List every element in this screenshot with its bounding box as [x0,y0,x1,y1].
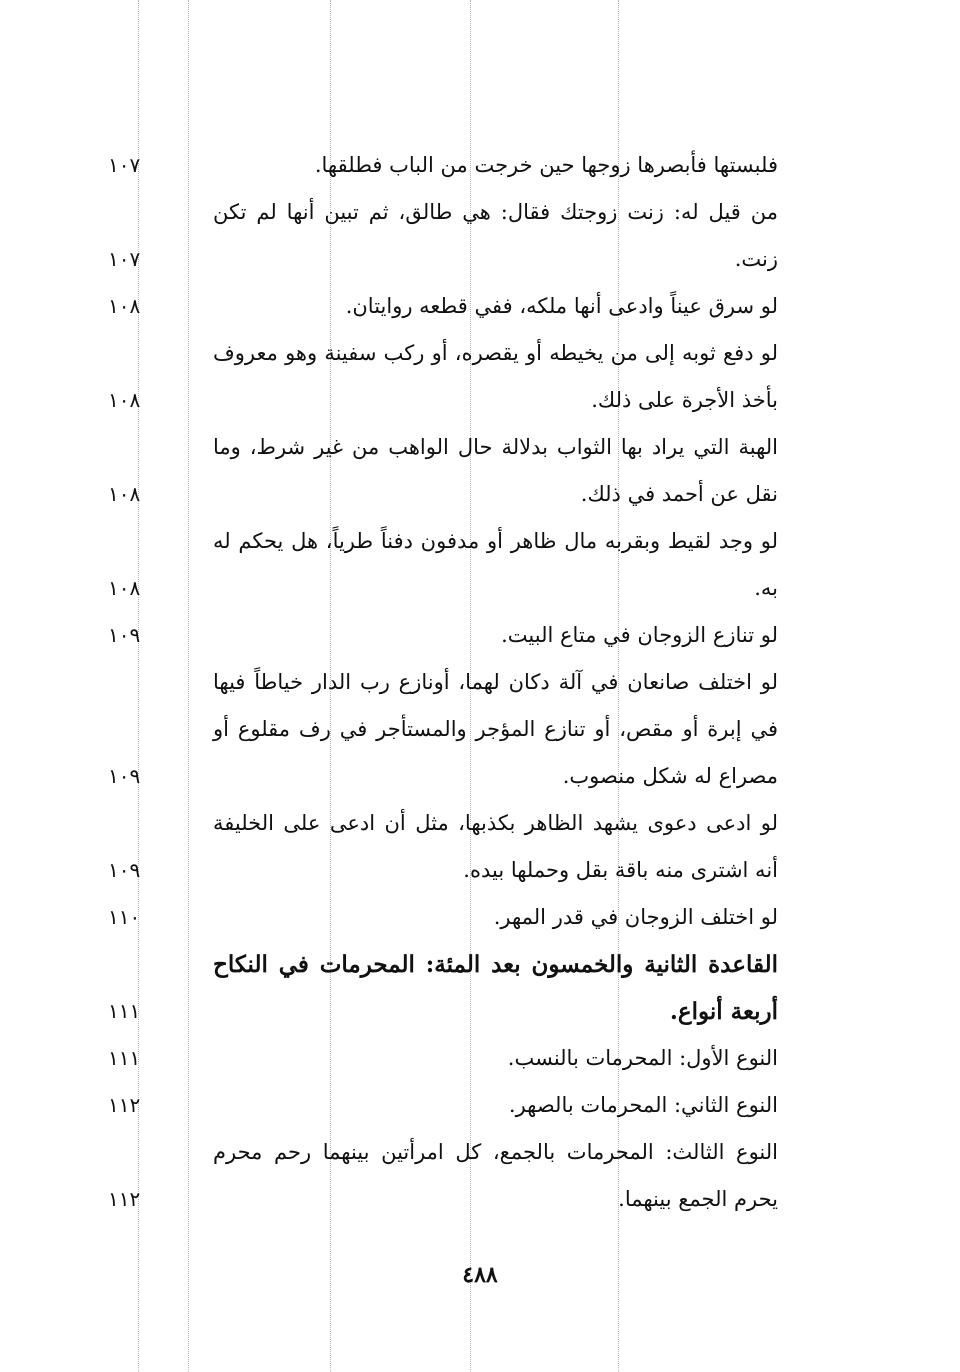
index-entry [108,142,778,189]
entry-text: النوع الأول: المحرمات بالنسب. [507,1046,778,1070]
entry-text: لو دفع ثوبه إلى من يخيطه أو يقصره، أو ركب سفينة وهو معروف بأخذ الأجرة على ذلك. [213,341,778,412]
entry-page-number: ١٠٨ [108,482,141,506]
entry-page-number: ١١٢ [108,1093,141,1117]
index-entry [108,424,778,518]
entry-page-number: ١٠٨ [108,576,141,600]
index-entry [108,1035,778,1082]
index-entry [108,894,778,941]
entry-page-number: ١١٢ [108,1187,141,1211]
entry-page-number: ١٠٧ [108,247,141,271]
entry-page-number: ١٠٧ [108,153,141,177]
heading-text: القاعدة الثانية والخمسون بعد المئة: المحرمات في النكاح أربعة أنواع. [213,951,778,1025]
entry-page-number: ١٠٩ [108,623,141,647]
index-entry [108,1129,778,1223]
entry-page-number: ١١١ [108,999,141,1023]
entry-page-number: ١١١ [108,1046,141,1070]
index-entry [108,1082,778,1129]
entry-text: لو تنازع الزوجان في متاع البيت. [501,623,778,647]
entry-text: من قيل له: زنت زوجتك فقال: هي طالق، ثم تبين أنها لم تكن زنت. [213,200,778,271]
index-page [108,142,778,1223]
entry-page-number: ١٠٨ [108,388,141,412]
entry-text: لو وجد لقيط وبقربه مال ظاهر أو مدفون دفناً طرياً، هل يحكم له به. [213,529,778,600]
index-entry [108,189,778,283]
index-entry [108,612,778,659]
index-entry [108,283,778,330]
entry-text: لو ادعى دعوى يشهد الظاهر بكذبها، مثل أن ادعى على الخليفة أنه اشترى منه باقة بقل وحملها بيده. [213,811,778,882]
entry-text: النوع الثاني: المحرمات بالصهر. [508,1093,778,1117]
entry-text: الهبة التي يراد بها الثواب بدلالة حال الواهب من غير شرط، وما نقل عن أحمد في ذلك. [213,435,778,506]
page-number-footer: ٤٨٨ [462,1262,498,1288]
entry-page-number: ١٠٨ [108,294,141,318]
entry-page-number: ١٠٩ [108,858,141,882]
index-heading-entry [108,941,778,1035]
entry-text: لو سرق عيناً وادعى أنها ملكه، ففي قطعه روايتان. [345,294,778,318]
entry-page-number: ١٠٩ [108,764,141,788]
entry-text: لو اختلف صانعان في آلة دكان لهما، أونازع رب الدار خياطاً فيها في إبرة أو مقص، أو تنازع المؤجر والمستأجر في رف مقلوع أو مصراع له شكل منصوب. [213,670,778,788]
entry-text: فلبستها فأبصرها زوجها حين خرجت من الباب فطلقها. [314,153,778,177]
index-entry [108,330,778,424]
entry-page-number: ١١٠ [108,905,141,929]
entry-text: لو اختلف الزوجان في قدر المهر. [493,905,778,929]
index-entry [108,659,778,800]
index-entry [108,518,778,612]
entry-text: النوع الثالث: المحرمات بالجمع، كل امرأتين بينهما رحم محرم يحرم الجمع بينهما. [213,1140,778,1211]
index-entry [108,800,778,894]
